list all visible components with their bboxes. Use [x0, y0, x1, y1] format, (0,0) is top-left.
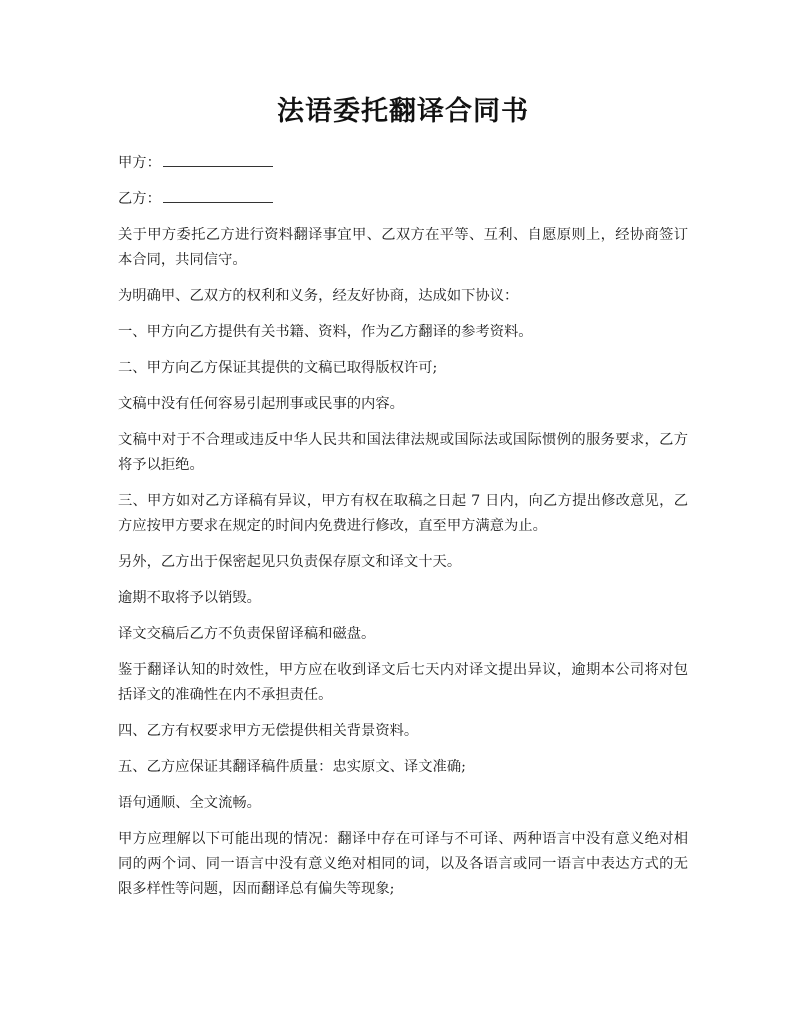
party-b-line	[118, 187, 688, 212]
clause-2-detail-1: 文稿中没有任何容易引起刑事或民事的内容。	[118, 396, 404, 412]
clause-5: 五、乙方应保证其翻译稿件质量：忠实原文、译文准确;	[118, 759, 466, 775]
clause-3-detail-3: 译文交稿后乙方不负责保留译稿和磁盘。	[118, 626, 376, 642]
paragraph-intro: 关于甲方委托乙方进行资料翻译事宜甲、乙双方在平等、互利、自愿原则上，经协商签订本合同，共同信守。	[118, 227, 688, 268]
clause-5-detail-2: 甲方应理解以下可能出现的情况：翻译中存在可译与不可译、两种语言中没有意义绝对相同的两个词、同一语言中没有意义绝对相同的词，以及各语言或同一语言中表达方式的无限多样性等问题，因而翻译总有偏失等现象;	[118, 831, 688, 897]
party-a-label: 甲方：	[118, 155, 161, 171]
clause-3-detail-1: 另外，乙方出于保密起见只负责保存原文和译文十天。	[118, 554, 462, 570]
contract-page	[118, 92, 688, 913]
party-a-blank	[163, 152, 273, 167]
clause-3-detail-4: 鉴于翻译认知的时效性，甲方应在收到译文后七天内对译文提出异议，逾期本公司将对包括译文的准确性在内不承担责任。	[118, 662, 688, 703]
clause-3: 三、甲方如对乙方译稿有异议，甲方有权在取稿之日起 7 日内，向乙方提出修改意见，乙方应按甲方要求在规定的时间内免费进行修改，直至甲方满意为止。	[118, 493, 688, 534]
clause-4: 四、乙方有权要求甲方无偿提供相关背景资料。	[118, 723, 419, 739]
clause-5-detail-1: 语句通顺、全文流畅。	[118, 795, 261, 811]
party-b-blank	[163, 188, 273, 203]
clause-2: 二、甲方向乙方保证其提供的文稿已取得版权许可;	[118, 360, 438, 376]
party-a-line	[118, 151, 688, 176]
clause-3-detail-2: 逾期不取将予以销毁。	[118, 590, 261, 606]
paragraph-agreement: 为明确甲、乙双方的权利和义务，经友好协商，达成如下协议：	[118, 288, 519, 304]
clause-1: 一、甲方向乙方提供有关书籍、资料，作为乙方翻译的参考资料。	[118, 324, 533, 340]
party-b-label: 乙方：	[118, 191, 161, 207]
clause-2-detail-2: 文稿中对于不合理或违反中华人民共和国法律法规或国际法或国际惯例的服务要求，乙方将予以拒绝。	[118, 432, 688, 473]
document-title: 法语委托翻译合同书	[277, 96, 529, 127]
